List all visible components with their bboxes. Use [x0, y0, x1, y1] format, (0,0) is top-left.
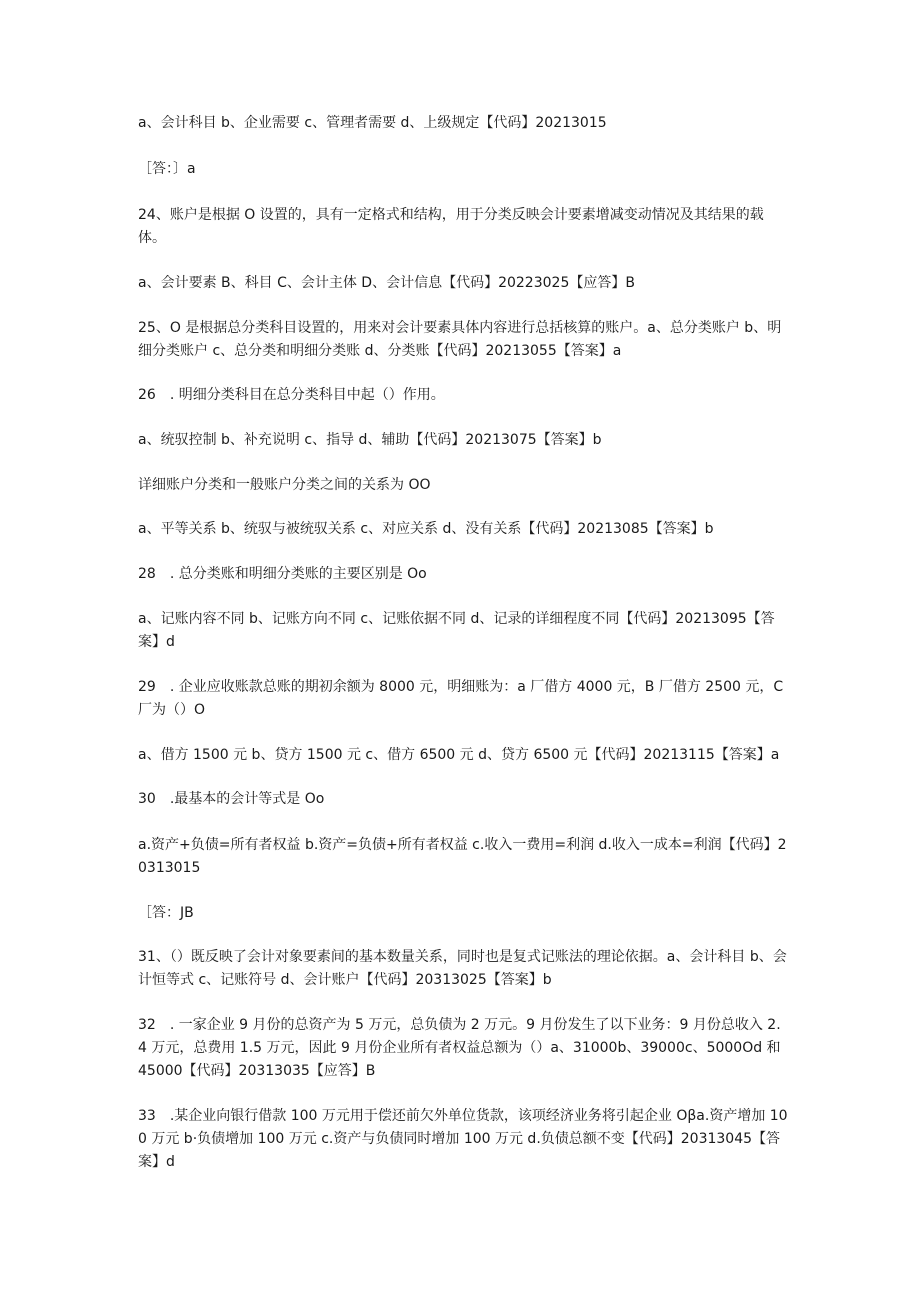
question-28-text: 28 . 总分类账和明细分类账的主要区别是 Oo: [138, 566, 427, 582]
question-28-options: a、记账内容不同 b、记账方向不同 c、记账依据不同 d、记录的详细程度不同【代码】20213095【答案】d: [138, 611, 775, 650]
question-30-answer: ［答：JB: [138, 905, 194, 921]
question-24-text: 24、账户是根据 O 设置的，具有一定格式和结构，用于分类反映会计要素增减变动情况及其结果的载体。: [138, 207, 764, 246]
question-24-options: a、会计要素 B、科目 C、会计主体 D、会计信息【代码】20223025【应答】B: [138, 275, 635, 291]
question-27-text: 详细账户分类和一般账户分类之间的关系为 OO: [138, 477, 431, 493]
question-26-text: 26 . 明细分类科目在总分类科目中起（）作用。: [138, 387, 445, 403]
question-25-text: 25、O 是根据总分类科目设置的，用来对会计要素具体内容进行总括核算的账户。a、总分类账户 b、明细分类账户 c、总分类和明细分类账 d、分类账【代码】20213055【答案】a: [138, 320, 782, 359]
question-23-options: a、会计科目 b、企业需要 c、管理者需要 d、上级规定【代码】20213015: [138, 115, 607, 131]
question-33-text: 33 .某企业向银行借款 100 万元用于偿还前欠外单位货款，该项经济业务将引起企业 Oβa.资产增加 100 万元 b·负债增加 100 万元 c.资产与负债同时增加 100 万元 d.负债总额不变【代码】20313045【答案】d: [138, 1108, 788, 1170]
question-31-text: 31、（）既反映了会计对象要素间的基本数量关系，同时也是复式记账法的理论依据。a、会计科目 b、会计恒等式 c、记账符号 d、会计账户【代码】20313025【答案】b: [138, 949, 787, 988]
question-26-options: a、统驭控制 b、补充说明 c、指导 d、辅助【代码】20213075【答案】b: [138, 432, 602, 448]
question-30-options: a.资产+负债=所有者权益 b.资产=负债+所有者权益 c.收入一费用=利润 d.收入一成本=利润【代码】20313015: [138, 837, 787, 876]
question-29-options: a、借方 1500 元 b、贷方 1500 元 c、借方 6500 元 d、贷方 6500 元【代码】20213115【答案】a: [138, 747, 780, 763]
question-27-options: a、平等关系 b、统驭与被统驭关系 c、对应关系 d、没有关系【代码】20213085【答案】b: [138, 521, 714, 537]
question-30-text: 30 .最基本的会计等式是 Oo: [138, 791, 325, 807]
question-32-text: 32 . 一家企业 9 月份的总资产为 5 万元，总负债为 2 万元。9 月份发生了以下业务：9 月份总收入 2.4 万元，总费用 1.5 万元，因此 9 月份企业所有者权益总额为（）a、31000b、39000c、5000Od 和 45000【代码】20313035【应答】B: [138, 1017, 781, 1079]
question-29-text: 29 . 企业应收账款总账的期初余额为 8000 元，明细账为：a 厂借方 4000 元，B 厂借方 2500 元，C 厂为（）O: [138, 679, 784, 718]
question-23-answer: ［答：〕a: [138, 161, 196, 177]
